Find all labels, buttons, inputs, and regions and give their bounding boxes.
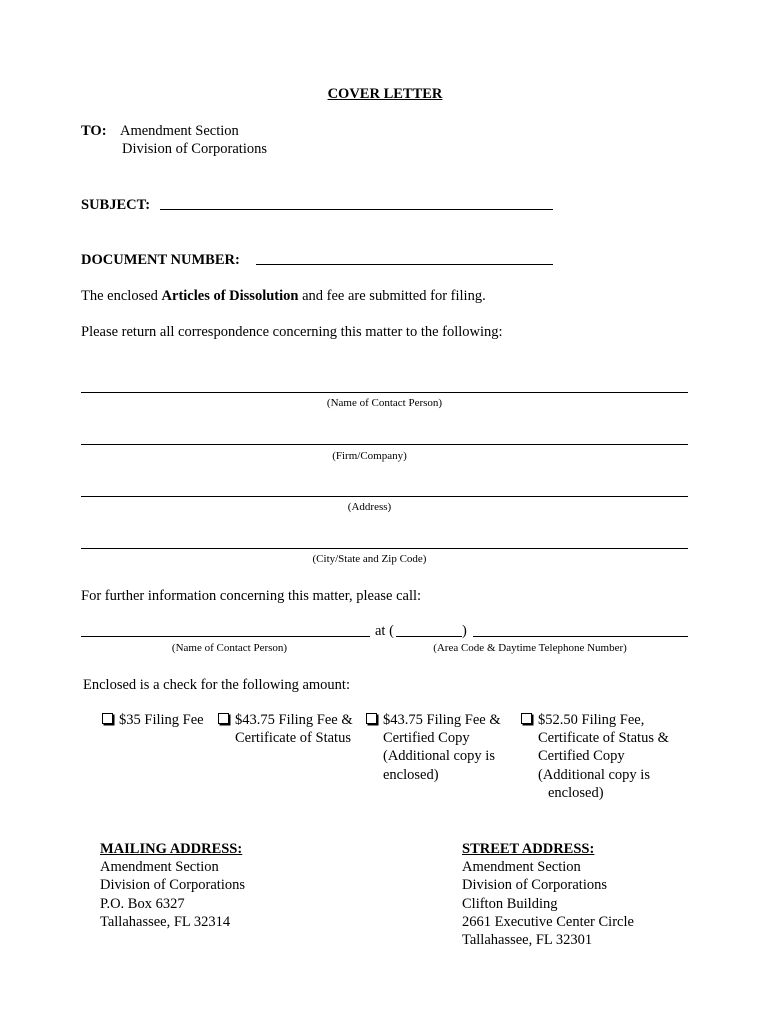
phone-name-caption: (Name of Contact Person) (171, 642, 288, 654)
fee-option-4-line-3: Certified Copy (538, 748, 625, 765)
fee-option-4[interactable] (521, 711, 669, 802)
mailing-address-block (100, 840, 245, 931)
subject-field[interactable] (160, 209, 553, 210)
phone-number-caption: (Area Code & Daytime Telephone Number) (433, 642, 627, 654)
document-number-label: DOCUMENT NUMBER: (81, 252, 240, 268)
street-address-line: 2661 Executive Center Circle (462, 913, 634, 930)
fee-option-4-line-5: enclosed) (548, 784, 604, 801)
enclosed-document-type: Articles of Dissolution (161, 288, 299, 304)
fee-option-2-line-1: $43.75 Filing Fee & (235, 712, 353, 728)
page-title: COVER LETTER (327, 86, 443, 102)
street-address-line: Division of Corporations (462, 877, 607, 894)
checkbox-icon[interactable] (366, 713, 377, 724)
contact-name-field[interactable] (81, 392, 688, 393)
mailing-address-heading: MAILING ADDRESS: (100, 841, 243, 857)
firm-caption: (Firm/Company) (332, 450, 407, 462)
phone-contact-name-field[interactable] (81, 636, 370, 637)
checkbox-icon[interactable] (218, 713, 229, 724)
fee-option-3-line-3: (Additional copy is (383, 748, 495, 765)
to-label: TO: (81, 123, 107, 139)
to-line-2: Division of Corporations (122, 141, 267, 157)
street-address-heading: STREET ADDRESS: (462, 841, 595, 857)
fee-option-2-line-2: Certificate of Status (235, 730, 351, 747)
telephone-field[interactable] (473, 636, 688, 637)
city-state-zip-field[interactable] (81, 548, 688, 549)
mailing-address-line: Amendment Section (100, 859, 219, 876)
fee-option-3-line-2: Certified Copy (383, 730, 470, 747)
checkbox-icon[interactable] (521, 713, 532, 724)
fee-option-1-line-1: $35 Filing Fee (119, 712, 204, 728)
mailing-address-line: Tallahassee, FL 32314 (100, 913, 231, 930)
checkbox-icon[interactable] (102, 713, 113, 724)
check-amount-text: Enclosed is a check for the following amount: (83, 677, 350, 693)
enclosed-pre: The enclosed (81, 288, 162, 304)
return-instructions: Please return all correspondence concerning this matter to the following: (81, 324, 503, 340)
enclosed-post: and fee are submitted for filing. (298, 288, 486, 304)
address-field[interactable] (81, 496, 688, 497)
fee-option-3-line-1: $43.75 Filing Fee & (383, 712, 501, 728)
street-address-block (462, 840, 634, 949)
enclosed-statement (81, 287, 486, 305)
mailing-address-line: P.O. Box 6327 (100, 895, 185, 912)
fee-option-1[interactable] (102, 711, 204, 729)
fee-option-4-line-2: Certificate of Status & (538, 730, 669, 747)
firm-field[interactable] (81, 444, 688, 445)
phone-at-label: at ( (375, 623, 394, 639)
fee-option-4-line-4: (Additional copy is (538, 766, 650, 783)
fee-option-3-line-4: enclosed) (383, 766, 439, 783)
mailing-address-line: Division of Corporations (100, 877, 245, 894)
further-info-text: For further information concerning this matter, please call: (81, 588, 422, 604)
document-number-field[interactable] (256, 264, 553, 265)
contact-name-caption: (Name of Contact Person) (326, 397, 443, 409)
fee-option-2[interactable] (218, 711, 353, 747)
city-state-zip-caption: (City/State and Zip Code) (312, 553, 427, 565)
to-line-1: Amendment Section (120, 123, 239, 139)
street-address-line: Amendment Section (462, 859, 581, 876)
address-caption: (Address) (347, 501, 392, 513)
area-code-field[interactable] (396, 636, 462, 637)
street-address-line: Tallahassee, FL 32301 (462, 932, 593, 949)
fee-option-4-line-1: $52.50 Filing Fee, (538, 712, 645, 728)
fee-option-3[interactable] (366, 711, 501, 784)
subject-label: SUBJECT: (81, 197, 151, 213)
street-address-line: Clifton Building (462, 895, 558, 912)
phone-close-paren: ) (462, 623, 467, 639)
